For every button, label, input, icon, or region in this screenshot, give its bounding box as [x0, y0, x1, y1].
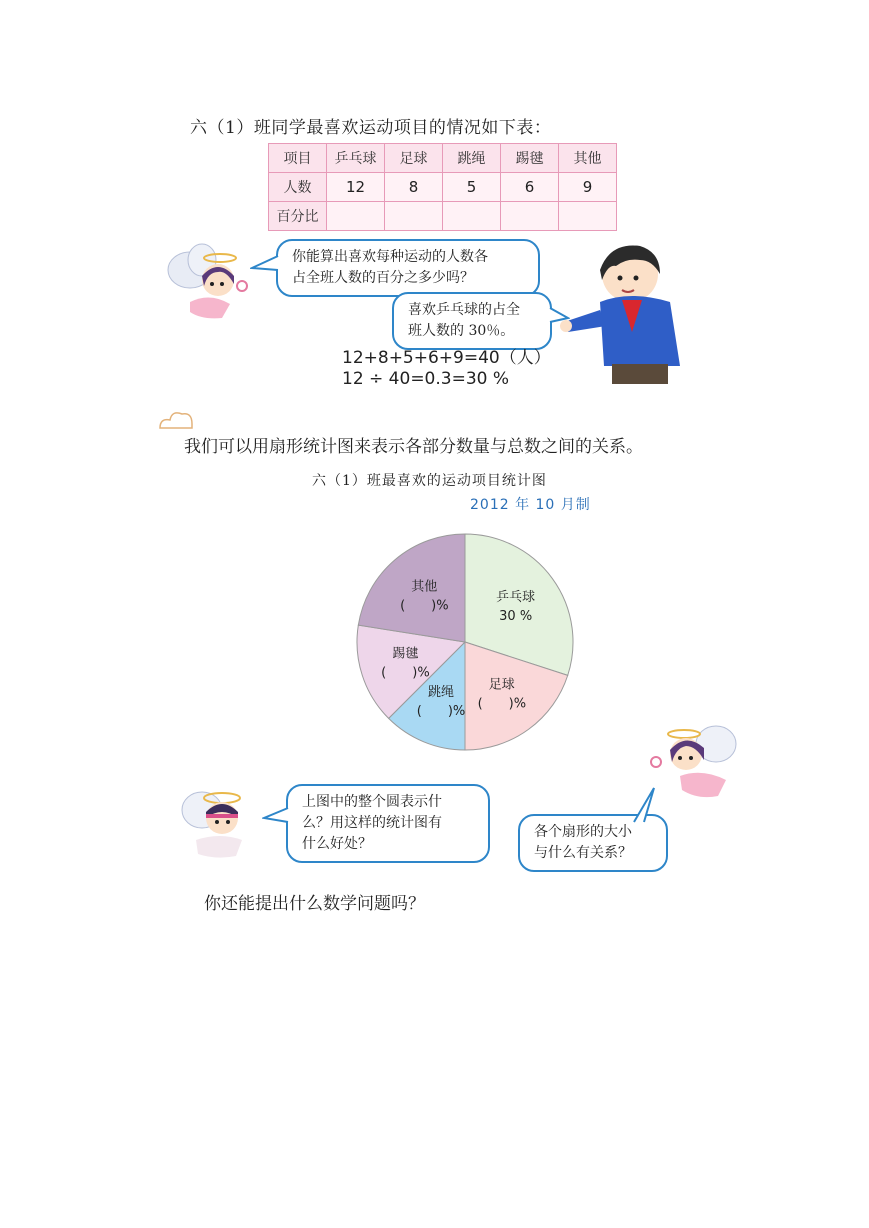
question-bubble [276, 239, 540, 297]
bubble-tail-icon [628, 786, 658, 824]
angel-girl-right-icon [646, 718, 742, 804]
cloud-icon [156, 408, 196, 430]
answer-bubble [392, 292, 552, 350]
table-header-cell: 踢毽 [501, 144, 559, 173]
chart-title: 六（1）班最喜欢的运动项目统计图 [312, 473, 547, 489]
sports-table [268, 143, 617, 231]
bubble-line: 各个扇形的大小 [534, 824, 632, 840]
bubble-line: 你能算出喜欢每种运动的人数各 [292, 249, 488, 265]
slice-value-label: ( )% [381, 665, 430, 681]
table-row [269, 202, 617, 231]
chart-subtitle: 2012 年 10 月制 [470, 497, 591, 513]
percent-cell [501, 202, 559, 231]
percent-cell [327, 202, 385, 231]
table-header-cell: 足球 [385, 144, 443, 173]
count-cell: 6 [501, 173, 559, 202]
slice-name-label: 踢毽 [392, 646, 419, 662]
table-header-row [269, 144, 617, 173]
row-label: 百分比 [269, 202, 327, 231]
slice-name-label: 乒乓球 [496, 590, 536, 606]
closing-question: 你还能提出什么数学问题吗？ [204, 894, 425, 914]
calc-line-1: 12+8+5+6+9=40（人） [342, 348, 551, 368]
question-bubble [286, 784, 490, 863]
angel-girl-icon [160, 240, 260, 330]
slice-value-label: ( )% [400, 598, 449, 614]
slice-name-label: 跳绳 [428, 684, 455, 700]
boy-icon [560, 236, 690, 388]
percent-cell [385, 202, 443, 231]
count-cell: 12 [327, 173, 385, 202]
angel-boy-icon [176, 780, 266, 862]
intro-text: 六（1）班同学最喜欢运动项目的情况如下表： [190, 118, 552, 138]
percent-cell [443, 202, 501, 231]
bubble-line: 喜欢乒乓球的占全 [408, 302, 520, 318]
slice-value-label: ( )% [416, 703, 466, 719]
section-text: 我们可以用扇形统计图来表示各部分数量与总数之间的关系。 [184, 437, 643, 457]
bubble-line: 与什么有关系？ [534, 845, 632, 861]
count-cell: 9 [559, 173, 617, 202]
table-header-cell: 跳绳 [443, 144, 501, 173]
bubble-tail-icon [548, 306, 570, 326]
bubble-tail-icon [262, 806, 290, 826]
slice-value-label: ( )% [477, 696, 527, 712]
bubble-line: 占全班人数的百分之多少吗？ [292, 270, 474, 286]
bubble-line: 班人数的 30％。 [408, 323, 515, 339]
slice-name-label: 足球 [488, 677, 515, 693]
bubble-tail-icon [250, 254, 280, 274]
slice-value-label: 30 % [499, 609, 533, 625]
table-row [269, 173, 617, 202]
table-header-cell: 其他 [559, 144, 617, 173]
pie-chart [340, 520, 590, 770]
table-header-cell: 乒乓球 [327, 144, 385, 173]
bubble-line: 么？用这样的统计图有 [302, 815, 442, 831]
count-cell: 5 [443, 173, 501, 202]
slice-name-label: 其他 [411, 579, 438, 595]
percent-cell [559, 202, 617, 231]
bubble-line: 上图中的整个圆表示什 [302, 794, 442, 810]
table-header-cell: 项目 [269, 144, 327, 173]
bubble-line: 什么好处？ [302, 836, 372, 852]
count-cell: 8 [385, 173, 443, 202]
row-label: 人数 [269, 173, 327, 202]
calc-line-2: 12 ÷ 40=0.3=30 % [342, 369, 510, 389]
